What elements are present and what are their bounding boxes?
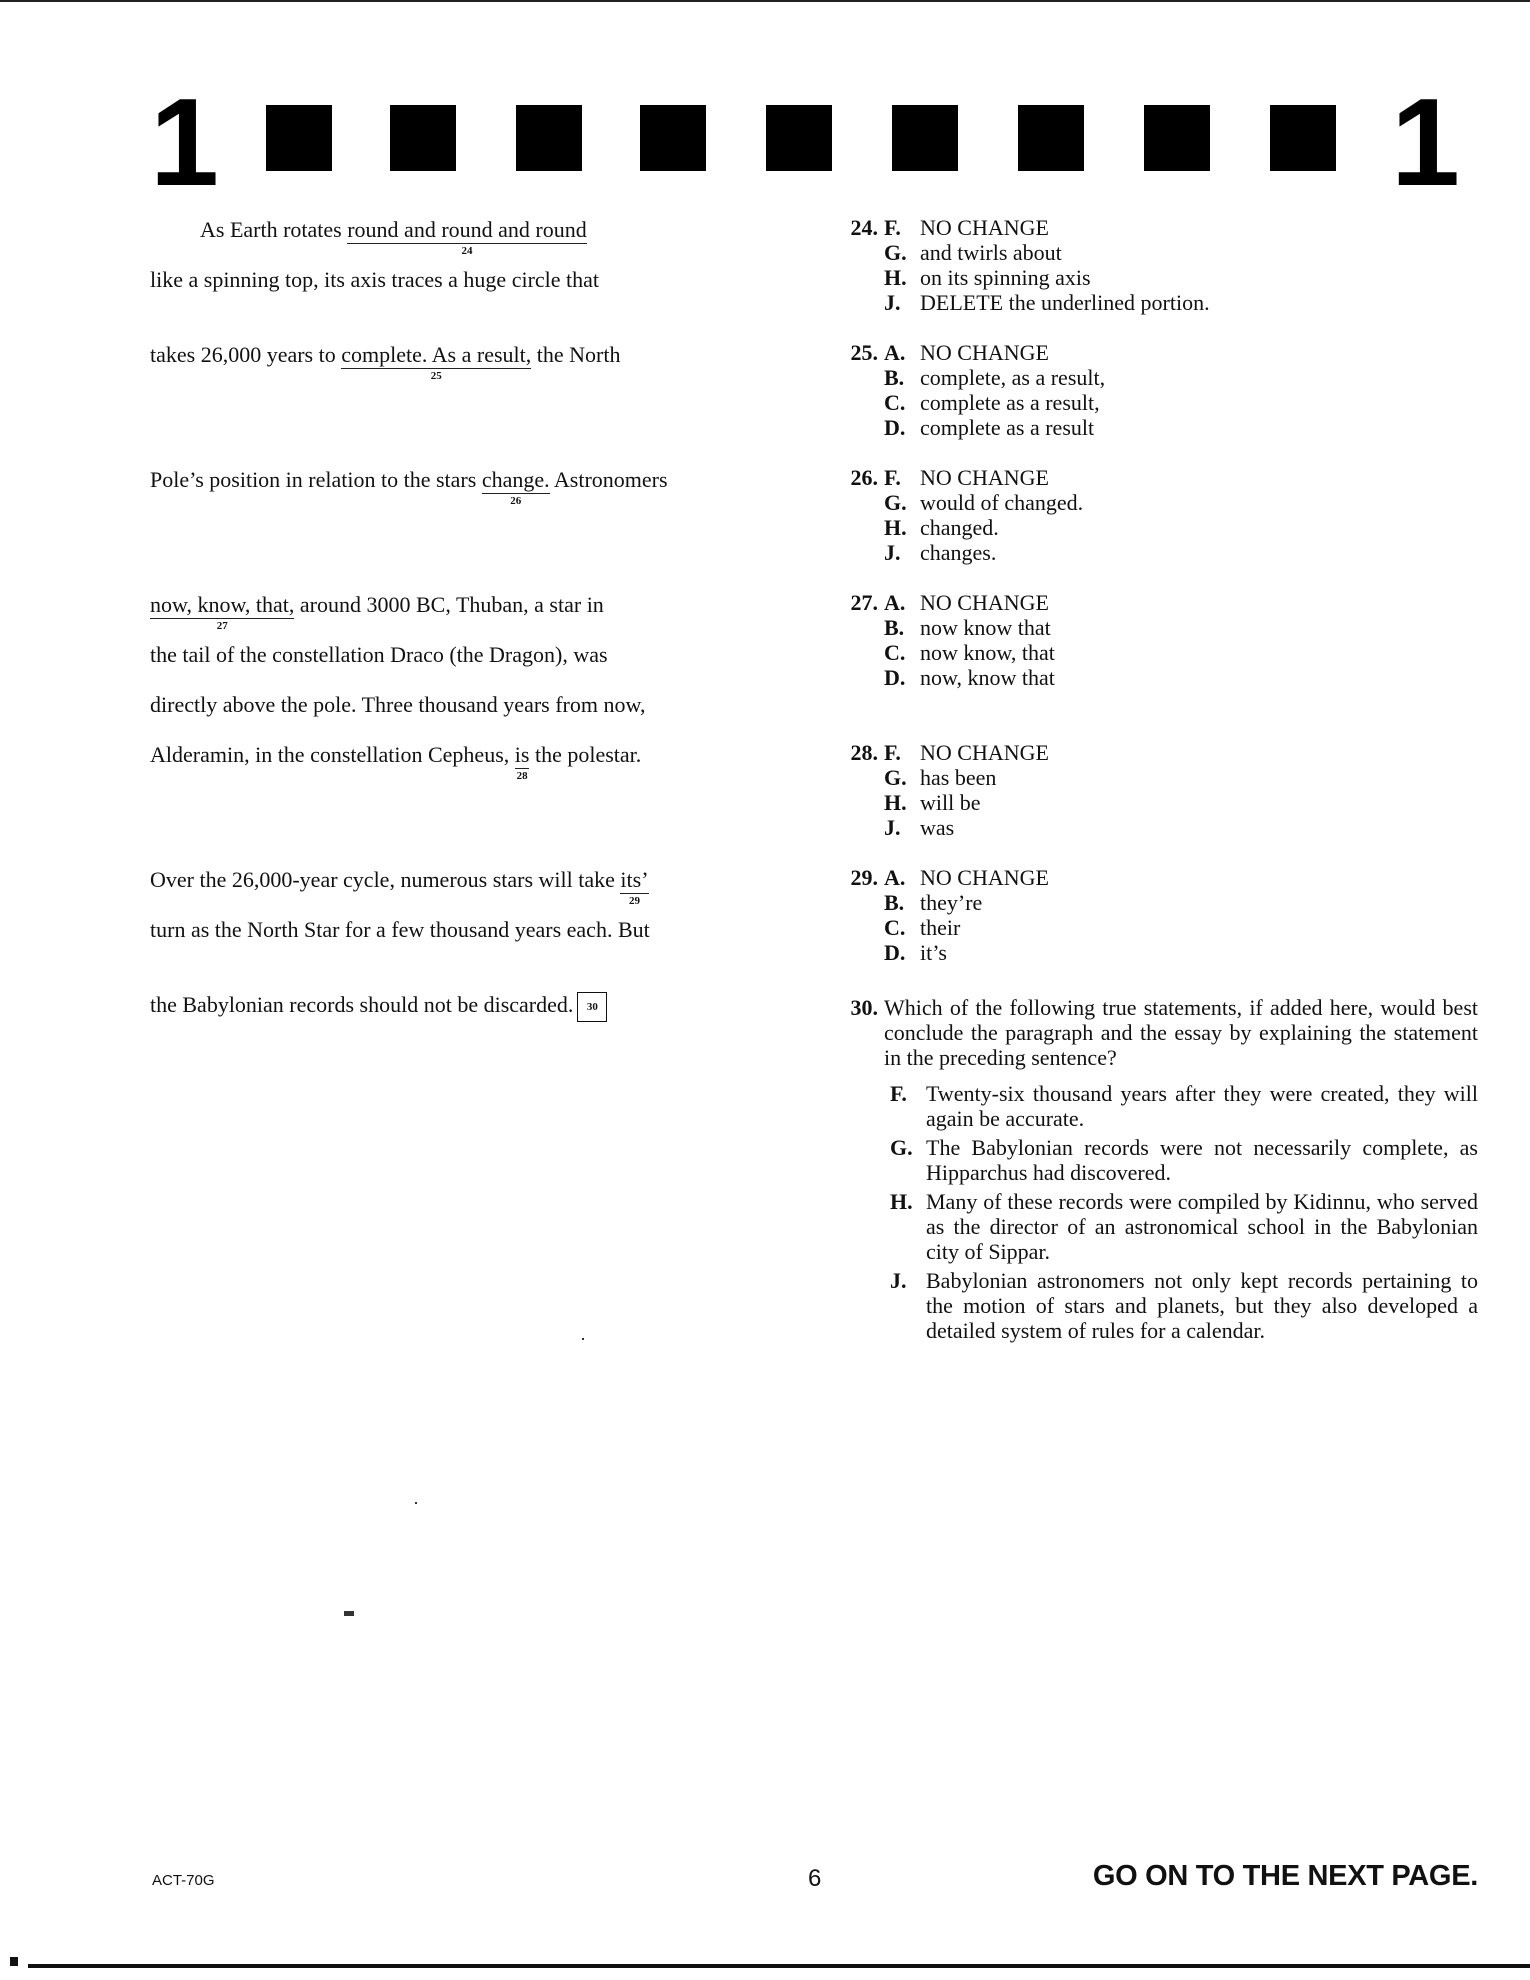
option-text[interactable]: would of changed. (920, 490, 1084, 515)
question-box-30[interactable]: 30 (577, 992, 607, 1022)
option-letter[interactable]: J. (884, 540, 901, 565)
option-text[interactable]: it’s (920, 940, 947, 965)
option-letter[interactable]: J. (884, 815, 901, 840)
passage-line (150, 742, 642, 782)
scan-speck (582, 1338, 584, 1340)
question-26 (836, 465, 1083, 565)
option-letter[interactable]: G. (890, 1135, 913, 1160)
underlined-portion-25[interactable]: complete. As a result, 25 (341, 342, 532, 382)
option-text[interactable]: Many of these records were compiled by Kidinnu, who served as the director of an astronomical school in the Babylonian city of Sippar. (926, 1189, 1478, 1264)
option-text[interactable]: NO CHANGE (920, 465, 1049, 490)
page-number: 6 (808, 1865, 822, 1892)
option-text[interactable]: complete as a result (920, 415, 1095, 440)
question-27 (836, 590, 1055, 690)
passage-text: the Babylonian records should not be discarded. (150, 992, 574, 1018)
question-marker-25: 25 (430, 370, 442, 382)
header-block (390, 105, 456, 171)
passage-line (150, 867, 649, 907)
option-text[interactable]: complete as a result, (920, 390, 1100, 415)
option-text[interactable]: DELETE the underlined portion. (920, 290, 1210, 315)
passage-line (150, 342, 621, 382)
passage-text: Alderamin, in the constellation Cepheus, (150, 742, 515, 767)
option-letter[interactable]: C. (884, 390, 906, 415)
section-number-left: 1 (150, 74, 219, 212)
option-text[interactable]: their (920, 915, 961, 940)
option-letter[interactable]: D. (884, 940, 906, 965)
form-code: ACT-70G (152, 1872, 215, 1889)
underlined-portion-28[interactable]: is 28 (514, 742, 530, 782)
option-text[interactable]: now, know that (920, 665, 1055, 690)
go-on-notice: GO ON TO THE NEXT PAGE. (1092, 1860, 1478, 1892)
option-letter[interactable]: G. (884, 490, 907, 515)
passage-text: Pole’s position in relation to the stars (150, 467, 482, 492)
option-letter[interactable]: G. (884, 765, 907, 790)
passage-text: Over the 26,000-year cycle, numerous stars will take (150, 867, 621, 892)
question-marker-26: 26 (510, 495, 522, 507)
header-block (766, 105, 832, 171)
underlined-portion-27[interactable]: now, know, that, 27 (150, 592, 295, 632)
header-block (640, 105, 706, 171)
question-number: 28. (850, 740, 878, 765)
header-block (1144, 105, 1210, 171)
option-letter[interactable]: D. (884, 665, 906, 690)
question-number: 26. (850, 465, 878, 490)
option-text[interactable]: NO CHANGE (920, 590, 1049, 615)
option-letter[interactable]: C. (884, 640, 906, 665)
option-letter[interactable]: B. (884, 890, 905, 915)
header-block (516, 105, 582, 171)
question-29 (836, 865, 1049, 965)
question-28 (836, 740, 1049, 840)
scan-speck (415, 1502, 417, 1504)
question-number: 30. (850, 995, 878, 1020)
question-25 (836, 340, 1105, 440)
option-text[interactable]: was (920, 815, 955, 840)
passage-line: like a spinning top, its axis traces a huge circle that (150, 267, 600, 292)
option-text[interactable]: has been (920, 765, 997, 790)
option-text[interactable]: changes. (920, 540, 997, 565)
option-letter[interactable]: D. (884, 415, 906, 440)
option-text[interactable]: on its spinning axis (920, 265, 1091, 290)
question-number: 25. (850, 340, 878, 365)
header-block (892, 105, 958, 171)
passage-text: the North (531, 342, 621, 367)
question-stem: Which of the following true statements, if added here, would best conclude the paragraph and the essay by explaining the statement in the preceding sentence? (884, 995, 1478, 1070)
question-number: 27. (850, 590, 878, 615)
option-text[interactable]: changed. (920, 515, 999, 540)
passage-text: takes 26,000 years to (150, 342, 342, 367)
option-text[interactable]: now know, that (920, 640, 1055, 665)
passage-text: As Earth rotates (200, 217, 348, 242)
header-block (266, 105, 332, 171)
option-letter[interactable]: J. (890, 1268, 907, 1293)
option-letter[interactable]: G. (884, 240, 907, 265)
option-text[interactable]: they’re (920, 890, 983, 915)
section-header (150, 74, 1460, 212)
option-text[interactable]: Twenty-six thousand years after they were created, they will again be accurate. (926, 1081, 1478, 1131)
question-marker-29: 29 (628, 895, 640, 907)
registration-mark (10, 1957, 18, 1966)
question-30 (836, 995, 1478, 1343)
option-letter[interactable]: H. (890, 1189, 913, 1214)
question-marker-28: 28 (516, 770, 528, 782)
option-letter[interactable]: J. (884, 290, 901, 315)
passage-text: Astronomers (549, 467, 668, 492)
passage-line (150, 467, 668, 507)
option-letter[interactable]: B. (884, 365, 905, 390)
passage-line: directly above the pole. Three thousand years from now, (150, 692, 646, 717)
option-letter[interactable]: C. (884, 915, 906, 940)
option-letter[interactable]: A. (884, 340, 906, 365)
option-letter[interactable]: F. (884, 215, 901, 240)
underlined-portion-29[interactable]: its’ 29 (620, 867, 649, 907)
option-letter[interactable]: A. (884, 590, 906, 615)
passage-line: the tail of the constellation Draco (the Dragon), was (150, 642, 608, 667)
passage-line: turn as the North Star for a few thousand years each. But (150, 917, 650, 942)
passage-line (200, 217, 587, 257)
option-text[interactable]: NO CHANGE (920, 865, 1049, 890)
option-text[interactable]: NO CHANGE (920, 740, 1049, 765)
option-letter[interactable]: F. (884, 465, 901, 490)
option-letter[interactable]: A. (884, 865, 906, 890)
option-letter[interactable]: H. (884, 515, 907, 540)
option-text[interactable]: Babylonian astronomers not only kept records pertaining to the motion of stars and planets, but they also developed a detailed system of rules for a calendar. (926, 1268, 1478, 1343)
option-text[interactable]: The Babylonian records were not necessarily complete, as Hipparchus had discovered. (926, 1135, 1478, 1185)
option-letter[interactable]: F. (890, 1081, 907, 1106)
option-letter[interactable]: H. (884, 265, 907, 290)
passage-line (150, 592, 604, 632)
option-letter[interactable]: F. (884, 740, 901, 765)
option-text[interactable]: complete, as a result, (920, 365, 1106, 390)
section-number-right: 1 (1391, 74, 1460, 212)
top-rule (0, 0, 1530, 2)
option-text[interactable]: will be (920, 790, 981, 815)
passage-text: around 3000 BC, Thuban, a star in (294, 592, 604, 617)
question-24 (836, 215, 1210, 315)
question-number: 24. (850, 215, 878, 240)
option-letter[interactable]: H. (884, 790, 907, 815)
header-block (1018, 105, 1084, 171)
option-text[interactable]: and twirls about (920, 240, 1062, 265)
passage-line (150, 992, 607, 1022)
underlined-portion-24[interactable]: round and round and round 24 (347, 217, 587, 257)
question-marker-24: 24 (461, 245, 473, 257)
option-text[interactable]: NO CHANGE (920, 340, 1049, 365)
header-block (1270, 105, 1336, 171)
question-marker-27: 27 (216, 620, 228, 632)
option-text[interactable]: NO CHANGE (920, 215, 1049, 240)
option-text[interactable]: now know that (920, 615, 1051, 640)
underlined-portion-26[interactable]: change. 26 (481, 467, 550, 507)
question-number: 29. (850, 865, 878, 890)
option-letter[interactable]: B. (884, 615, 905, 640)
bottom-rule (28, 1964, 1530, 1968)
passage-text: the polestar. (529, 742, 642, 767)
scan-speck (344, 1611, 354, 1616)
